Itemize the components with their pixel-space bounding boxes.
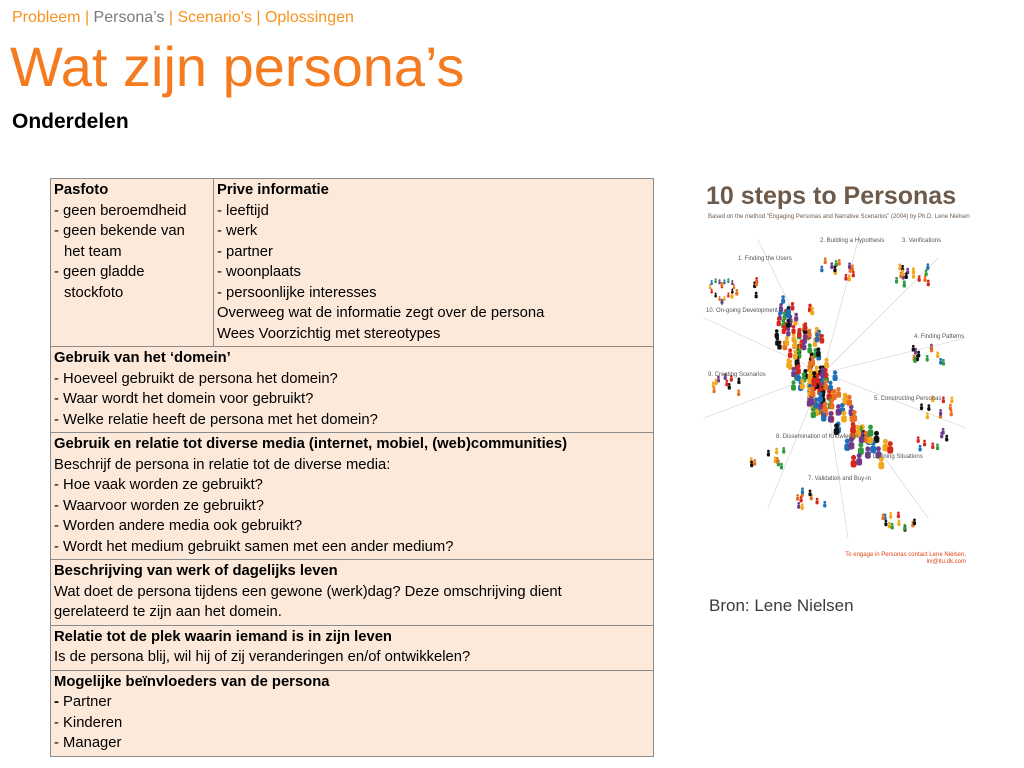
persona-components-table bbox=[50, 178, 654, 757]
person-figure bbox=[848, 262, 851, 269]
person-figure bbox=[942, 396, 945, 403]
step-label: 6. Defining Situations bbox=[866, 454, 923, 460]
cell-line: Wat doet de persona tijdens een gewone (werk)dag? Deze omschrijving dient bbox=[54, 583, 562, 600]
person-figure bbox=[815, 333, 819, 342]
person-figure bbox=[898, 264, 901, 271]
person-figure bbox=[791, 325, 795, 334]
person-figure bbox=[823, 501, 826, 508]
breadcrumb-separator: | bbox=[84, 9, 90, 26]
cell-heading: Gebruik van het ‘domein’ bbox=[54, 350, 231, 366]
cell-line: Wees Voorzichtig met stereotypes bbox=[217, 325, 441, 342]
ten-steps-infographic bbox=[698, 178, 970, 572]
person-figure bbox=[847, 395, 852, 406]
cell-plek bbox=[51, 625, 654, 670]
cell-line: - Manager bbox=[54, 735, 122, 751]
person-figure bbox=[917, 351, 920, 358]
breadcrumb-separator: | bbox=[256, 9, 261, 26]
person-figure bbox=[936, 351, 939, 358]
person-figure bbox=[891, 523, 894, 530]
person-figure bbox=[889, 512, 892, 519]
person-figure bbox=[858, 442, 864, 454]
breadcrumb-separator: | bbox=[168, 9, 174, 26]
person-figure bbox=[903, 281, 906, 288]
person-figure bbox=[737, 377, 740, 384]
cell-line: - Waar wordt het domein voor gebruikt? bbox=[54, 391, 314, 407]
person-figure bbox=[923, 440, 926, 447]
person-figure bbox=[838, 259, 841, 266]
person-figure bbox=[807, 343, 812, 353]
person-figure bbox=[852, 410, 858, 422]
person-figure bbox=[710, 280, 712, 285]
person-figure bbox=[715, 378, 718, 385]
person-figure bbox=[808, 369, 813, 379]
cell-line: - geen bekende van bbox=[54, 223, 185, 239]
person-figure bbox=[942, 359, 945, 366]
person-figure bbox=[793, 350, 798, 360]
step-label: 9. Creating Scenarios bbox=[708, 372, 766, 378]
person-figure bbox=[797, 502, 800, 509]
person-figure bbox=[810, 356, 815, 366]
person-figure bbox=[848, 275, 851, 282]
person-figure bbox=[903, 524, 906, 531]
table-row bbox=[51, 560, 654, 626]
cell-line: - geen gladde bbox=[54, 264, 145, 280]
cell-line: - woonplaats bbox=[217, 264, 301, 280]
breadcrumb bbox=[12, 9, 354, 27]
person-figure bbox=[714, 278, 716, 283]
person-figure bbox=[901, 269, 904, 276]
cell-line: - leeftijd bbox=[217, 202, 269, 219]
person-figure bbox=[828, 411, 833, 422]
person-figure bbox=[731, 280, 733, 285]
person-figure bbox=[786, 319, 790, 328]
person-figure bbox=[833, 266, 836, 273]
person-figure bbox=[779, 303, 783, 312]
person-figure bbox=[913, 356, 916, 363]
person-figure bbox=[868, 425, 874, 437]
cell-line: stockfoto bbox=[64, 284, 124, 301]
person-figure bbox=[850, 422, 856, 434]
person-figure bbox=[727, 278, 729, 283]
person-figure bbox=[800, 379, 805, 389]
infographic-footer bbox=[826, 552, 966, 566]
person-figure bbox=[735, 289, 738, 296]
step-label: 3. Verifications bbox=[902, 238, 942, 244]
person-figure bbox=[897, 519, 900, 526]
person-figure bbox=[777, 317, 781, 326]
person-figure bbox=[803, 322, 807, 331]
person-figure bbox=[852, 271, 855, 278]
person-figure bbox=[782, 447, 785, 454]
person-figure bbox=[830, 262, 833, 269]
person-figure bbox=[723, 296, 725, 301]
person-figure bbox=[926, 412, 929, 419]
person-figure bbox=[781, 295, 785, 303]
person-figure bbox=[755, 280, 758, 287]
person-figure bbox=[737, 389, 740, 396]
person-figure bbox=[820, 334, 825, 344]
person-figure bbox=[791, 367, 796, 377]
person-figure bbox=[785, 336, 790, 346]
person-figure bbox=[780, 463, 783, 470]
person-figure bbox=[794, 313, 798, 322]
person-figure bbox=[753, 459, 756, 466]
step-label: 1. Finding the Users bbox=[738, 256, 792, 262]
person-figure bbox=[710, 288, 712, 293]
person-figure bbox=[714, 292, 716, 297]
person-figure bbox=[887, 441, 893, 454]
table-row bbox=[51, 625, 654, 670]
person-figure bbox=[822, 402, 827, 413]
cell-line: Is de persona blij, wil hij of zij veranderingen en/of ontwikkelen? bbox=[54, 649, 471, 665]
person-figure bbox=[926, 263, 929, 270]
person-figure bbox=[788, 348, 793, 358]
person-figure bbox=[818, 392, 823, 403]
step-label: 8. Dissemination of Knowledge bbox=[776, 434, 859, 440]
cell-line: - Worden andere media ook gebruikt? bbox=[54, 518, 303, 534]
person-figure bbox=[802, 341, 807, 351]
person-figure bbox=[755, 292, 758, 299]
person-figure bbox=[797, 328, 801, 337]
person-figure bbox=[918, 275, 921, 282]
cell-line: Beschrijf de persona in relatie tot de diverse media: bbox=[54, 456, 391, 473]
cell-line: gerelateerd te zijn aan het domein. bbox=[54, 604, 282, 620]
person-figure bbox=[801, 487, 804, 494]
breadcrumb-item-probleem[interactable]: Probleem bbox=[12, 9, 81, 26]
person-figure bbox=[923, 275, 926, 282]
person-figure bbox=[824, 257, 827, 264]
person-figure bbox=[796, 364, 801, 374]
table-row bbox=[51, 670, 654, 756]
person-figure bbox=[820, 367, 825, 377]
person-figure bbox=[949, 404, 952, 411]
cell-pasfoto bbox=[51, 179, 214, 347]
cell-werk bbox=[51, 560, 654, 626]
divider-lines bbox=[704, 233, 966, 538]
cell-line: - Waarvoor worden ze gebruikt? bbox=[54, 497, 264, 514]
cell-line: - geen beroemdheid bbox=[54, 202, 187, 219]
cell-heading: Prive informatie bbox=[217, 182, 329, 198]
person-figure bbox=[841, 411, 847, 423]
person-figure bbox=[790, 302, 794, 310]
person-figure bbox=[851, 264, 854, 271]
person-figure bbox=[816, 347, 821, 357]
cell-line: het team bbox=[64, 243, 122, 260]
person-figure bbox=[836, 404, 841, 415]
person-figure bbox=[912, 345, 915, 352]
person-figure bbox=[812, 377, 817, 387]
cell-heading: Gebruik en relatie tot diverse media (internet, mobiel, (web)communities) bbox=[54, 436, 568, 452]
cell-line: - Hoe vaak worden ze gebruikt? bbox=[54, 477, 263, 493]
person-figure bbox=[926, 355, 929, 362]
person-figure bbox=[810, 386, 815, 397]
person-figure bbox=[950, 396, 953, 403]
cell-prive-informatie bbox=[214, 179, 654, 347]
person-figure bbox=[905, 272, 908, 279]
person-figure bbox=[881, 513, 884, 520]
person-figure bbox=[895, 277, 898, 284]
person-figure bbox=[945, 435, 948, 442]
person-figure bbox=[793, 339, 798, 349]
person-figure bbox=[930, 346, 933, 353]
person-figure bbox=[725, 380, 728, 387]
person-figure bbox=[888, 522, 891, 529]
dash: - bbox=[54, 694, 64, 710]
person-figure bbox=[801, 503, 804, 510]
person-figure bbox=[808, 489, 811, 496]
person-figure bbox=[750, 460, 753, 467]
cell-line: - Hoeveel gebruikt de persona het domein? bbox=[54, 370, 338, 387]
person-figure bbox=[820, 266, 823, 273]
person-figure bbox=[733, 284, 735, 289]
page-title: Wat zijn persona’s bbox=[10, 35, 465, 98]
person-figure bbox=[950, 410, 953, 417]
person-figure bbox=[808, 329, 812, 338]
person-figure bbox=[786, 327, 790, 336]
person-figure bbox=[939, 409, 942, 416]
breadcrumb-item-personas[interactable]: Persona’s bbox=[93, 9, 165, 26]
cell-line: - werk bbox=[217, 223, 258, 239]
person-figure bbox=[731, 288, 733, 293]
person-figure bbox=[927, 280, 930, 287]
person-figure bbox=[936, 443, 939, 450]
step-label: 7. Validation and Buy-in bbox=[808, 476, 871, 482]
person-figure bbox=[767, 450, 770, 457]
person-figure bbox=[718, 279, 720, 284]
person-figure bbox=[712, 381, 715, 388]
cell-line bbox=[54, 692, 650, 713]
person-figure bbox=[833, 370, 838, 381]
table-row bbox=[51, 179, 654, 347]
cell-line: - partner bbox=[217, 243, 273, 260]
infographic-subtitle: Based on the method "Engaging Personas and Narrative Scenarios" (2004) by Ph.D. Lene Nielsen bbox=[708, 214, 970, 220]
cell-heading: Relatie tot de plek waarin iemand is in zijn leven bbox=[54, 628, 392, 645]
person-figure bbox=[939, 358, 942, 365]
footer-line: To engage in Personas contact Lene Nielsen, bbox=[845, 552, 966, 558]
cell-line: Overweeg wat de informatie zegt over de persona bbox=[217, 305, 545, 321]
cell-heading: Mogelijke beïnvloeders van de persona bbox=[54, 673, 330, 690]
cell-heading: Beschrijving van werk of dagelijks leven bbox=[54, 563, 338, 579]
person-figure bbox=[897, 511, 900, 518]
person-figure bbox=[913, 519, 916, 526]
page-subtitle: Onderdelen bbox=[12, 110, 129, 133]
person-figure bbox=[940, 432, 943, 439]
cell-heading: Pasfoto bbox=[54, 182, 109, 198]
person-figure bbox=[925, 269, 928, 276]
infographic-title: 10 steps to Personas bbox=[706, 182, 957, 210]
person-figure bbox=[718, 296, 720, 301]
cell-domein bbox=[51, 347, 654, 433]
person-figure bbox=[810, 307, 814, 315]
person-figure bbox=[884, 519, 887, 526]
person-figure bbox=[831, 389, 836, 400]
footer-line: lni@itu.dk.com bbox=[926, 559, 966, 565]
person-figure bbox=[720, 299, 722, 304]
person-figure bbox=[796, 494, 799, 501]
source-caption: Bron: Lene Nielsen bbox=[709, 596, 854, 615]
person-figure bbox=[918, 445, 921, 452]
person-figure bbox=[856, 453, 862, 465]
person-figure bbox=[815, 498, 818, 505]
person-figure bbox=[782, 325, 786, 334]
cell-media bbox=[51, 433, 654, 560]
person-figure bbox=[851, 455, 857, 467]
cell-line: - Kinderen bbox=[54, 714, 123, 731]
breadcrumb-item-scenarios[interactable]: Scenario’s bbox=[177, 9, 252, 26]
person-figure bbox=[844, 274, 847, 281]
person-figure bbox=[775, 448, 778, 455]
person-figure bbox=[920, 403, 923, 410]
cell-line: - Wordt het medium gebruikt samen met een ander medium? bbox=[54, 538, 454, 555]
person-figure bbox=[824, 358, 829, 368]
step-label: 4. Finding Patterns bbox=[914, 334, 965, 340]
table-row bbox=[51, 347, 654, 433]
person-figure bbox=[829, 399, 834, 410]
person-figure bbox=[927, 404, 930, 411]
person-figure bbox=[775, 329, 779, 338]
person-figure bbox=[917, 436, 920, 443]
step-label: 10. On-going Development bbox=[706, 308, 778, 314]
person-figure bbox=[791, 380, 796, 390]
person-figure bbox=[720, 282, 722, 287]
cell-line-text: Partner bbox=[63, 694, 112, 710]
person-figure bbox=[823, 380, 828, 391]
person-figure bbox=[785, 309, 789, 318]
person-figure bbox=[727, 292, 729, 297]
person-figure bbox=[723, 279, 725, 284]
cell-line: - persoonlijke interesses bbox=[217, 284, 377, 301]
person-figure bbox=[912, 268, 915, 275]
step-label: 5. Constructing Personas bbox=[874, 396, 942, 402]
breadcrumb-item-oplossingen[interactable]: Oplossingen bbox=[264, 9, 354, 26]
cell-line: - Welke relatie heeft de persona met het domein? bbox=[54, 411, 378, 428]
table-row bbox=[51, 433, 654, 560]
cell-beinvloeders bbox=[51, 670, 654, 756]
step-label: 2. Building a Hypothesis bbox=[820, 238, 885, 244]
person-figure bbox=[776, 457, 779, 464]
person-figure bbox=[931, 442, 934, 449]
person-figure bbox=[811, 407, 816, 418]
person-figure bbox=[786, 358, 791, 368]
